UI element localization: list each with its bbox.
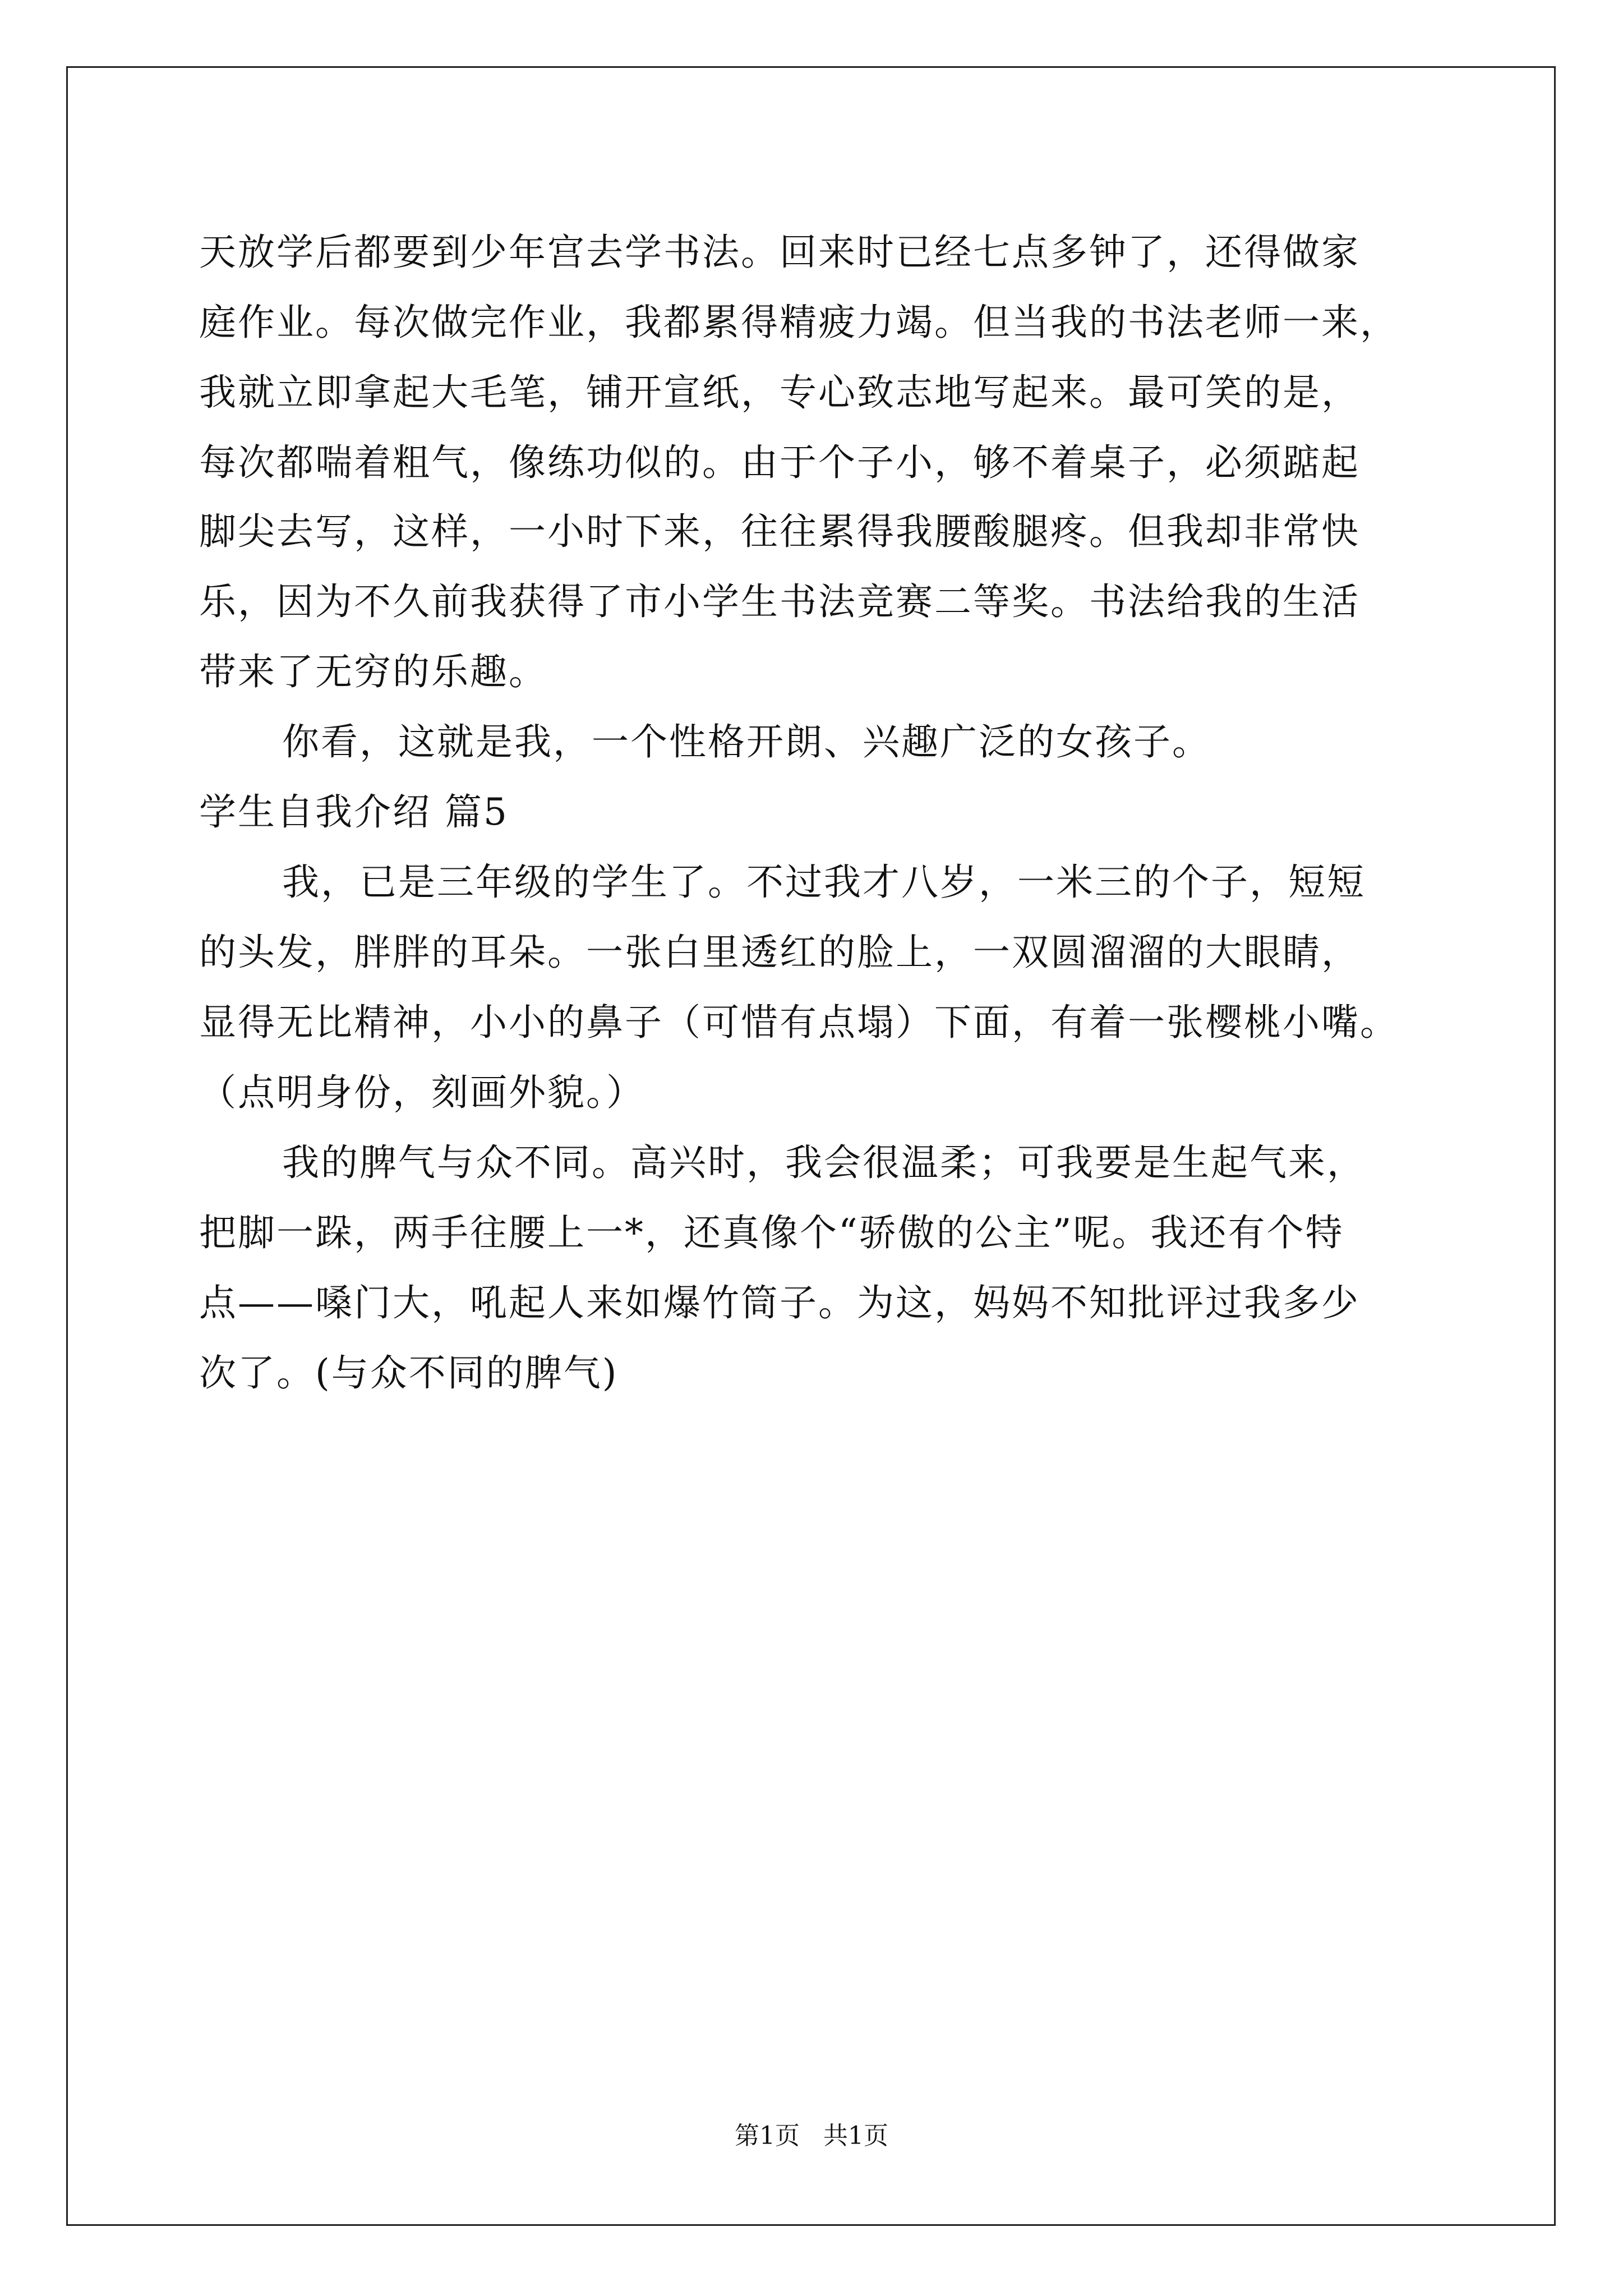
text-line: 乐，因为不久前我获得了市小学生书法竞赛二等奖。书法给我的生活 [199,580,1360,623]
paragraph-line: 我的脾气与众不同。高兴时，我会很温柔；可我要是生起气来， [282,1141,1366,1184]
text-line: 点——嗓门大，吼起人来如爆竹筒子。为这，妈妈不知批评过我多少 [199,1281,1360,1324]
section-heading: 学生自我介绍 篇5 [199,790,509,834]
text-line: 带来了无穷的乐趣。 [199,650,547,693]
page-footer: 第1页 共1页 [735,2122,888,2150]
text-line: 庭作业。每次做完作业，我都累得精疲力竭。但当我的书法老师一来， [199,301,1399,344]
text-line: 天放学后都要到少年宫去学书法。回来时已经七点多钟了，还得做家 [199,231,1360,274]
text-line: 的头发，胖胖的耳朵。一张白里透红的脸上，一双圆溜溜的大眼睛， [199,931,1360,974]
text-line: 次了。(与众不同的脾气) [199,1351,619,1395]
paragraph-line: 你看，这就是我，一个性格开朗、兴趣广泛的女孩子。 [282,720,1211,763]
paragraph-line: 我，已是三年级的学生了。不过我才八岁，一米三的个子，短短 [282,861,1366,904]
text-line: 我就立即拿起大毛笔，铺开宣纸，专心致志地写起来。最可笑的是， [199,371,1360,414]
text-line: 每次都喘着粗气，像练功似的。由于个子小，够不着桌子，必须踮起 [199,441,1360,484]
text-line: （点明身份，刻画外貌。） [199,1071,645,1114]
text-line: 把脚一跺，两手往腰上一*，还真像个“骄傲的公主”呢。我还有个特 [199,1211,1344,1254]
text-line: 显得无比精神，小小的鼻子（可惜有点塌）下面，有着一张樱桃小嘴。 [199,1001,1399,1044]
text-line: 脚尖去写，这样，一小时下来，往往累得我腰酸腿疼。但我却非常快 [199,510,1360,553]
